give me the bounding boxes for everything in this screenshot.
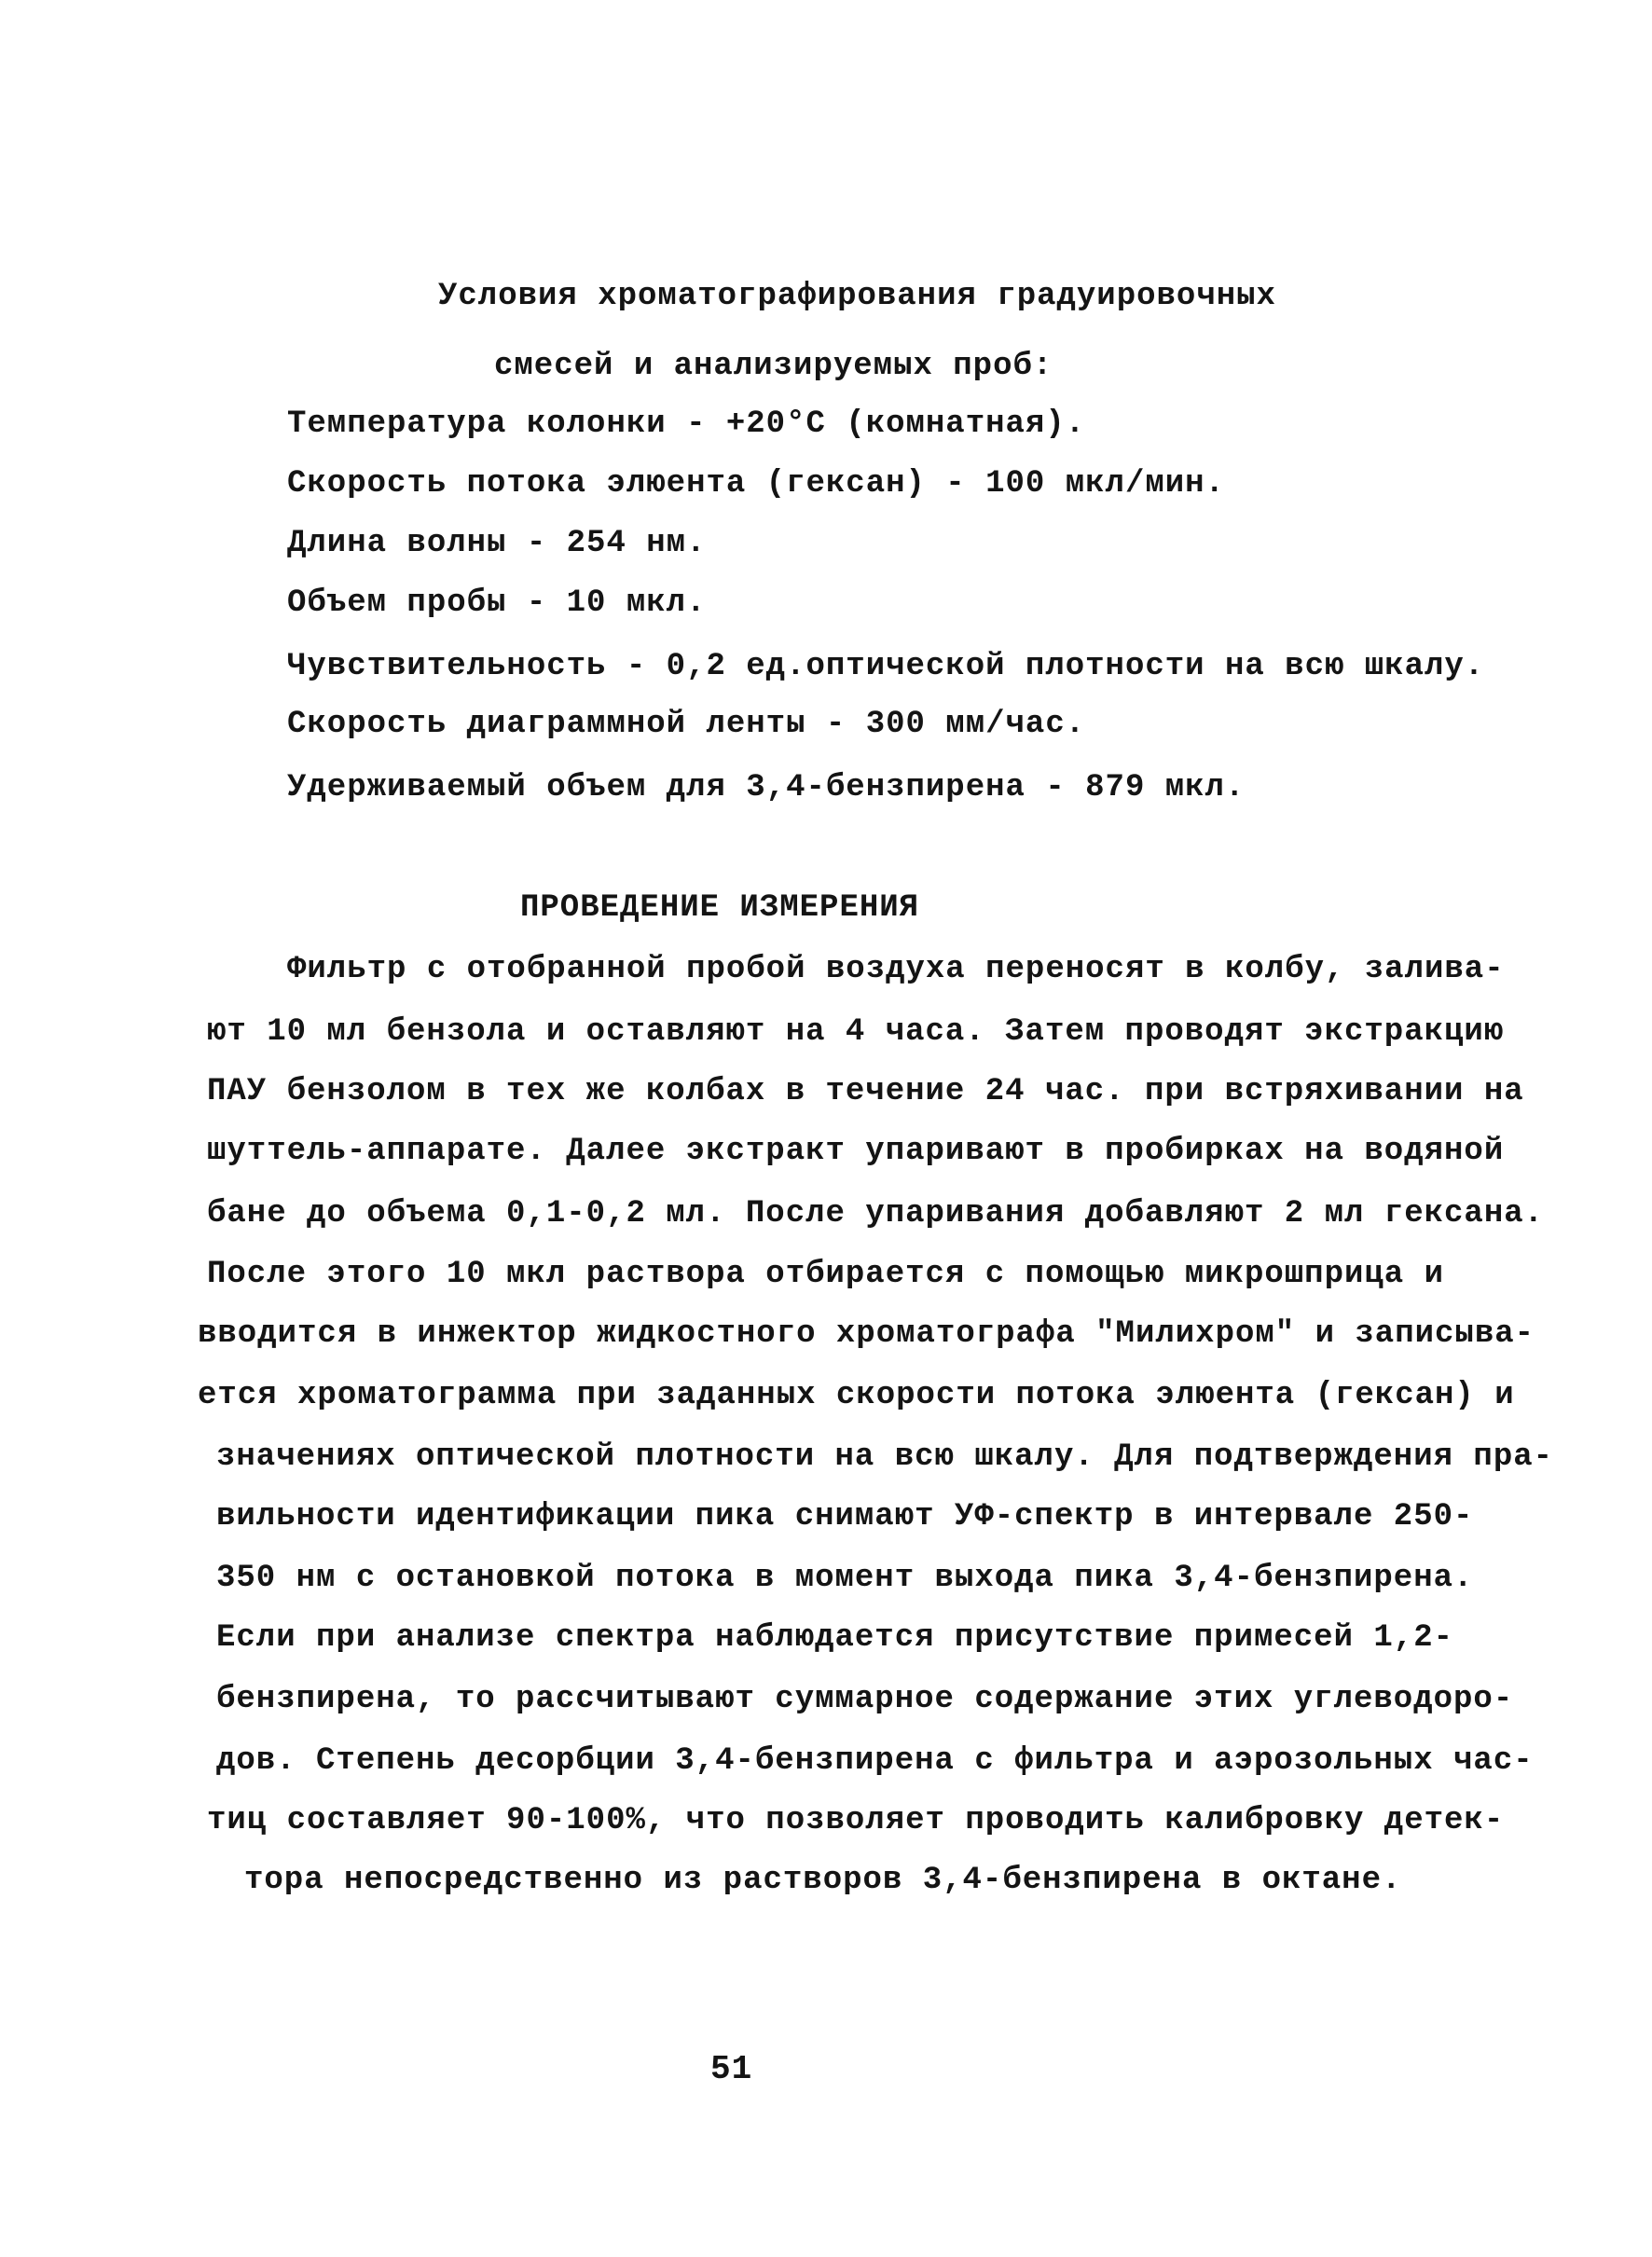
measurement-line-8: ется хроматограмма при заданных скорости потока элюента (гексан) и [198,1378,1515,1413]
measurement-line-12: Если при анализе спектра наблюдается присутствие примесей 1,2- [216,1620,1454,1656]
conditions-title-line1: Условия хроматографирования градуировочных [438,279,1276,314]
measurement-line-5: бане до объема 0,1-0,2 мл. После упаривания добавляют 2 мл гексана. [207,1196,1545,1232]
page-number: 51 [710,2050,753,2088]
measurement-line-11: 350 нм с остановкой потока в момент выхода пика 3,4-бензпирена. [216,1561,1474,1596]
measurement-line-6: После этого 10 мкл раствора отбирается с помощью микрошприца и [207,1257,1445,1292]
measurement-line-1: Фильтр с отобранной пробой воздуха переносят в колбу, залива- [287,952,1505,987]
measurement-line-2: ют 10 мл бензола и оставляют на 4 часа. Затем проводят экстракцию [207,1014,1505,1050]
condition-retention-volume: Удерживаемый объем для 3,4-бензпирена - 879 мкл. [287,770,1246,805]
condition-temperature: Температура колонки - +20°С (комнатная). [287,406,1086,442]
condition-sample-volume: Объем пробы - 10 мкл. [287,585,707,621]
measurement-line-3: ПАУ бензолом в тех же колбах в течение 24 час. при встряхивании на [207,1074,1524,1109]
condition-sensitivity: Чувствительность - 0,2 ед.оптической плотности на всю шкалу. [287,649,1485,684]
measurement-line-10: вильности идентификации пика снимают УФ-спектр в интервале 250- [216,1499,1474,1534]
conditions-title-line2: смесей и анализируемых проб: [494,349,1053,384]
measurement-heading: ПРОВЕДЕНИЕ ИЗМЕРЕНИЯ [520,890,920,926]
condition-wavelength: Длина волны - 254 нм. [287,526,707,561]
measurement-line-4: шуттель-аппарате. Далее экстракт упаривают в пробирках на водяной [207,1134,1505,1169]
measurement-line-13: бензпирена, то рассчитывают суммарное содержание этих углеводоро- [216,1682,1514,1717]
measurement-line-9: значениях оптической плотности на всю шкалу. Для подтверждения пра- [216,1439,1554,1475]
condition-chart-speed: Скорость диаграммной ленты - 300 мм/час. [287,707,1086,742]
measurement-line-16: тора непосредственно из растворов 3,4-бензпирена в октане. [244,1863,1402,1898]
measurement-line-7: вводится в инжектор жидкостного хроматографа "Милихром" и записыва- [198,1316,1535,1352]
condition-flow-rate: Скорость потока элюента (гексан) - 100 мкл/мин. [287,466,1225,502]
measurement-line-15: тиц составляет 90-100%, что позволяет проводить калибровку детек- [207,1803,1505,1838]
measurement-line-14: дов. Степень десорбции 3,4-бензпирена с фильтра и аэрозольных час- [216,1743,1534,1779]
